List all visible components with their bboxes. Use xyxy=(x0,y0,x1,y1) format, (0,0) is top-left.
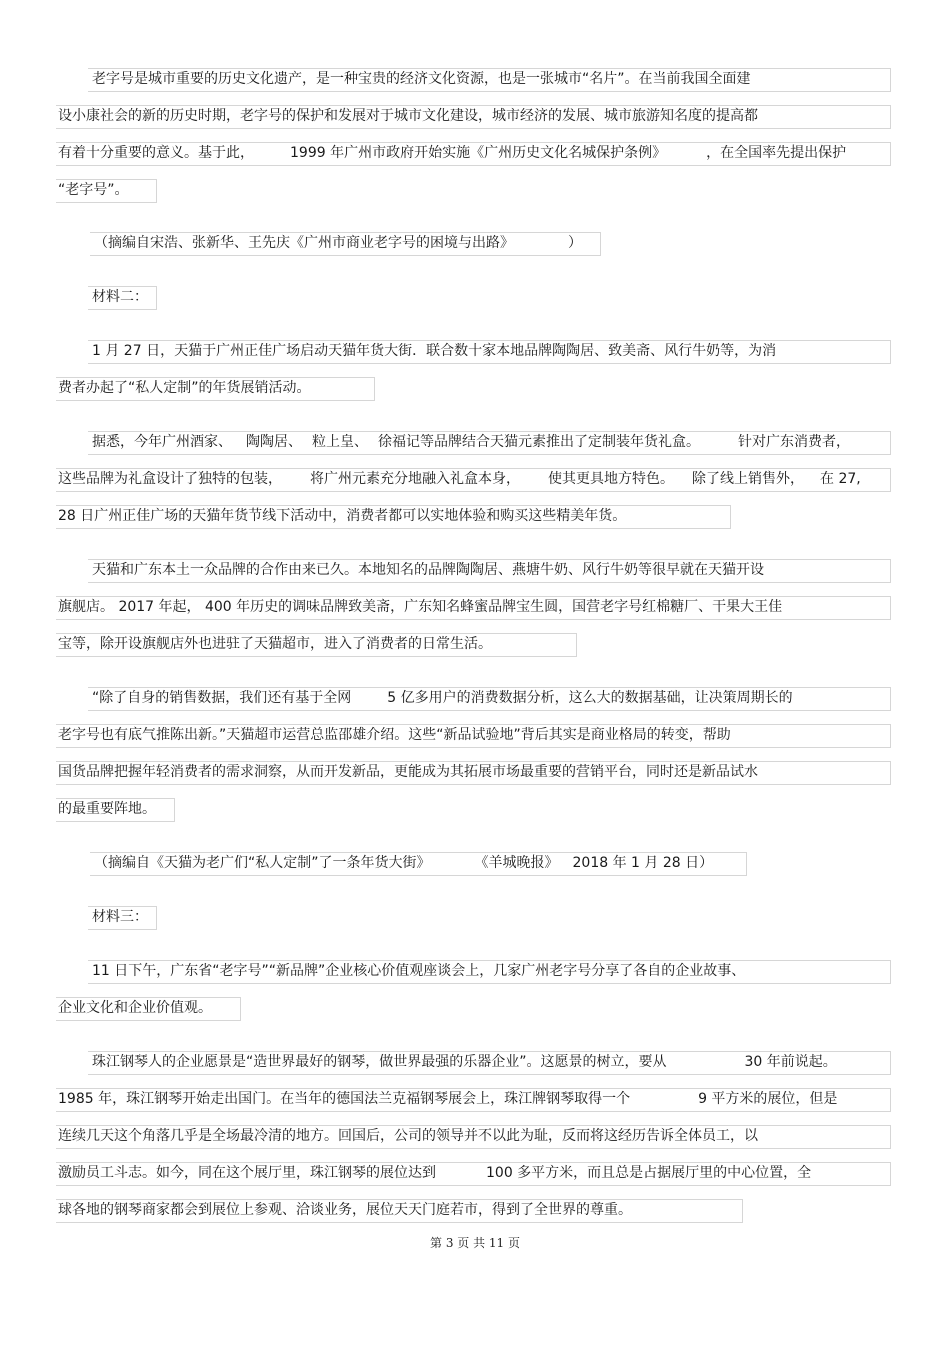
paragraph-3-line-2-part-d: 除了线上销售外， xyxy=(692,471,804,487)
paragraph-7-line-2-part-b: 9 平方米的展位，但是 xyxy=(698,1091,838,1107)
paragraph-1-line-1: 老字号是城市重要的历史文化遗产，是一种宝贵的经济文化资源，也是一张城市“名片”。在当前我国全面建 xyxy=(92,71,751,87)
paragraph-2-line-2: 费者办起了“私人定制”的年货展销活动。 xyxy=(58,380,311,396)
source-citation-2 xyxy=(94,853,713,873)
paragraph-3-line-2-part-c: 使其更具地方特色。 xyxy=(548,471,674,487)
paragraph-3-line-1 xyxy=(92,432,850,452)
paragraph-5-line-1-part-b: 5 亿多用户的消费数据分析，这么大的数据基础，让决策周期长的 xyxy=(387,690,793,706)
paragraph-4-line-3: 宝等，除开设旗舰店外也进驻了天猫超市，进入了消费者的日常生活。 xyxy=(58,636,492,652)
paragraph-7-line-2 xyxy=(58,1089,837,1109)
source-citation-1-close: ） xyxy=(568,235,582,251)
paragraph-3-line-2 xyxy=(58,469,861,489)
paragraph-3-line-1-part-b: 陶陶居、 xyxy=(246,434,302,450)
paragraph-3-line-1-part-d: 徐福记等品牌结合天猫元素推出了定制装年货礼盒。 xyxy=(378,434,700,450)
paragraph-7-line-4-part-b: 100 多平方米，而且总是占据展厅里的中心位置，全 xyxy=(486,1165,812,1181)
paragraph-2-line-1: 1 月 27 日，天猫于广州正佳广场启动天猫年货大街．联合数十家本地品牌陶陶居、致美斋、风行牛奶等，为消 xyxy=(92,343,777,359)
paragraph-6-line-1: 11 日下午，广东省“老字号”“新品牌”企业核心价值观座谈会上，几家广州老字号分享了各自的企业故事、 xyxy=(92,963,746,979)
source-citation-2-newspaper: 《羊城晚报》 xyxy=(474,855,559,871)
paragraph-7-line-4 xyxy=(58,1163,811,1183)
paragraph-5-line-4: 的最重要阵地。 xyxy=(58,801,156,817)
page-number-footer: 第 3 页 共 11 页 xyxy=(430,1236,520,1250)
source-citation-1 xyxy=(94,233,582,253)
source-citation-1-text: （摘编自宋浩、张新华、王先庆《广州市商业老字号的困境与出路》 xyxy=(94,235,514,251)
paragraph-7-line-1-part-b: 30 年前说起。 xyxy=(744,1054,837,1070)
paragraph-7-line-4-part-a: 激励员工斗志。如今，同在这个展厅里，珠江钢琴的展位达到 xyxy=(58,1165,436,1181)
paragraph-1-line-2: 设小康社会的新的历史时期，老字号的保护和发展对于城市文化建设，城市经济的发展、城市旅游知名度的提高都 xyxy=(58,108,758,124)
paragraph-3-line-2-part-b: 将广州元素充分地融入礼盒本身， xyxy=(310,471,520,487)
paragraph-5-line-1 xyxy=(92,688,793,708)
paragraph-7-line-1 xyxy=(92,1052,837,1072)
paragraph-3-line-3: 28 日广州正佳广场的天猫年货节线下活动中，消费者都可以实地体验和购买这些精美年货。 xyxy=(58,508,627,524)
paragraph-3-line-2-part-e: 在 27, xyxy=(820,471,861,487)
source-citation-2-article: （摘编自《天猫为老广们“私人定制”了一条年货大街》 xyxy=(94,855,431,871)
paragraph-1-line-4: “老字号”。 xyxy=(58,182,129,198)
material-3-heading: 材料三： xyxy=(92,909,148,925)
paragraph-6-line-2: 企业文化和企业价值观。 xyxy=(58,1000,212,1016)
paragraph-7-line-2-part-a: 1985 年，珠江钢琴开始走出国门。在当年的德国法兰克福钢琴展会上，珠江牌钢琴取得一个 xyxy=(58,1091,631,1107)
material-2-heading: 材料二： xyxy=(92,289,148,305)
source-citation-2-date: 2018 年 1 月 28 日） xyxy=(572,855,714,871)
paragraph-7-line-5: 球各地的钢琴商家都会到展位上参观、洽谈业务，展位天天门庭若市，得到了全世界的尊重。 xyxy=(58,1202,632,1218)
paragraph-3-line-1-part-a: 据悉，今年广州酒家、 xyxy=(92,434,232,450)
paragraph-5-line-2: 老字号也有底气推陈出新。”天猫超市运营总监邵雄介绍。这些“新品试验地”背后其实是商业格局的转变，帮助 xyxy=(58,727,731,743)
paragraph-5-line-3: 国货品牌把握年轻消费者的需求洞察，从而开发新品，更能成为其拓展市场最重要的营销平台，同时还是新品试水 xyxy=(58,764,758,780)
paragraph-1-line-3 xyxy=(58,143,846,163)
paragraph-1-line-3-part-c: ，在全国率先提出保护 xyxy=(706,145,847,161)
paragraph-1-line-3-part-a: 有着十分重要的意义。基于此， xyxy=(58,145,254,161)
paragraph-7-line-3: 连续几天这个角落几乎是全场最冷清的地方。回国后，公司的领导并不以此为耻，反而将这经历告诉全体员工，以 xyxy=(58,1128,758,1144)
paragraph-7-line-1-part-a: 珠江钢琴人的企业愿景是“造世界最好的钢琴，做世界最强的乐器企业”。这愿景的树立，要从 xyxy=(92,1054,667,1070)
paragraph-3-line-1-part-e: 针对广东消费者， xyxy=(738,434,850,450)
paragraph-3-line-2-part-a: 这些品牌为礼盒设计了独特的包装， xyxy=(58,471,282,487)
paragraph-1-line-3-part-b: 1999 年广州市政府开始实施《广州历史文化名城保护条例》 xyxy=(290,145,667,161)
paragraph-4-line-2: 旗舰店。 2017 年起， 400 年历史的调味品牌致美斋，广东知名蜂蜜品牌宝生圆，国营老字号红棉糖厂、干果大王佳 xyxy=(58,599,783,615)
paragraph-5-line-1-part-a: “除了自身的销售数据，我们还有基于全网 xyxy=(92,690,352,706)
paragraph-3-line-1-part-c: 粒上皇、 xyxy=(312,434,368,450)
paragraph-4-line-1: 天猫和广东本土一众品牌的合作由来已久。本地知名的品牌陶陶居、燕塘牛奶、风行牛奶等很早就在天猫开设 xyxy=(92,562,764,578)
